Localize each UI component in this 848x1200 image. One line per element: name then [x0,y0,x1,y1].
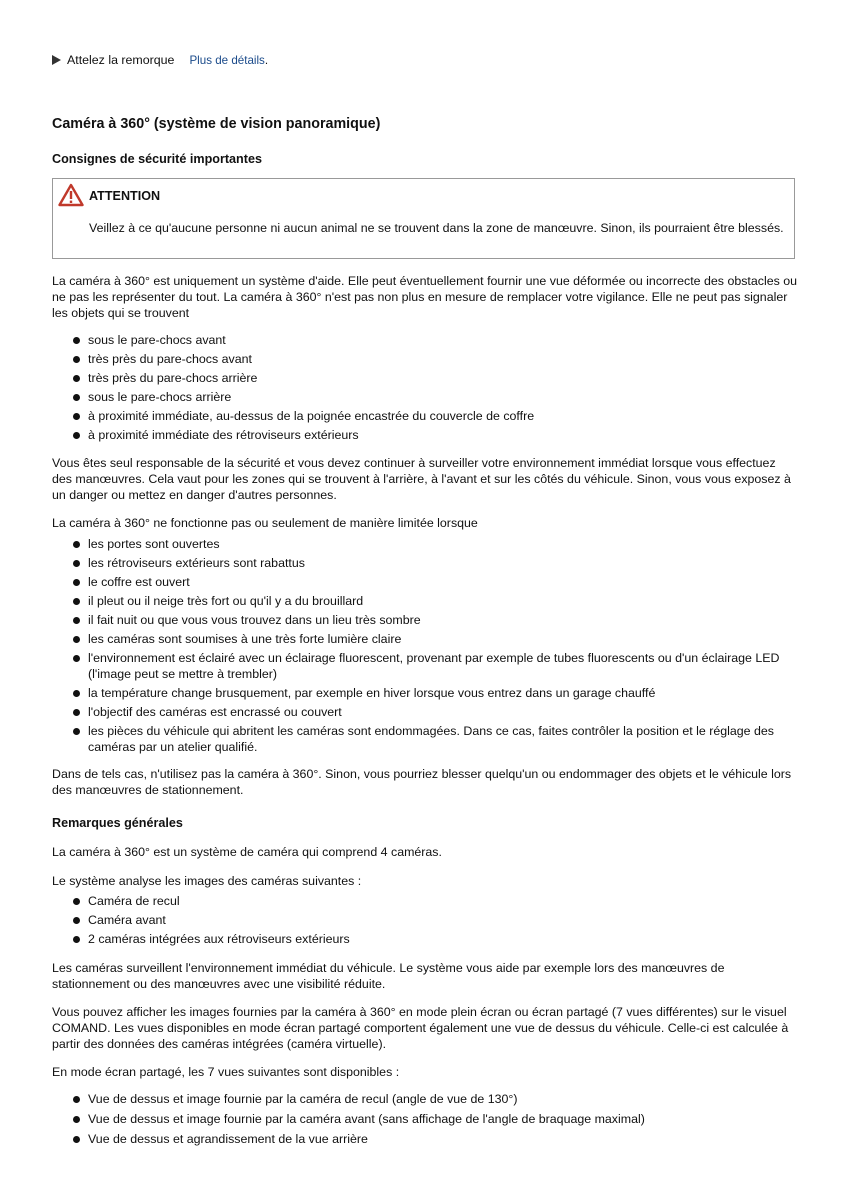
limited-list [52,536,797,755]
list-item: Caméra avant [52,912,797,928]
list-item: l'environnement est éclairé avec un éclairage fluorescent, provenant par exemple de tubes fluorescents ou d'un éclairage LED (l'image peut se mettre à trembler) [52,650,788,682]
arrow-right-icon [52,55,61,65]
list-item: l'objectif des caméras est encrassé ou couvert [52,704,797,720]
objects-list [52,332,797,446]
list-item: les rétroviseurs extérieurs sont rabattus [52,555,797,571]
safety-heading: Consignes de sécurité importantes [52,152,262,166]
views-list [52,1091,797,1147]
warning-title: ATTENTION [89,189,161,203]
list-item: très près du pare-chocs avant [52,351,797,370]
list-item: à proximité immédiate, au-dessus de la poignée encastrée du couvercle de coffre [52,408,797,427]
list-item: sous le pare-chocs avant [52,332,797,351]
list-item: les portes sont ouvertes [52,536,797,552]
page-title: Caméra à 360° (système de vision panoramique) [52,116,381,132]
cameras-list [52,893,797,947]
list-item: les pièces du véhicule qui abritent les caméras sont endommagées. Dans ce cas, faites contrôler la position et le réglage des caméras par un atelier qualifié. [52,723,788,755]
list-item: Vue de dessus et image fournie par la caméra de recul (angle de vue de 130°) [52,1091,797,1107]
list-item: 2 caméras intégrées aux rétroviseurs extérieurs [52,931,797,947]
general-p5: En mode écran partagé, les 7 vues suivantes sont disponibles : [52,1065,400,1079]
nav-line [52,52,268,68]
list-item: la température change brusquement, par exemple en hiver lorsque vous entrez dans un garage chauffé [52,685,797,701]
list-item: le coffre est ouvert [52,574,797,590]
general-p3: Les caméras surveillent l'environnement immédiat du véhicule. Le système vous aide par exemple lors des manœuvres de stationnement ou des manœuvres avec une visibilité réduite. [52,961,725,991]
safety-intro: La caméra à 360° est uniquement un système d'aide. Elle peut éventuellement fournir une vue déformée ou incorrecte des obstacles ou ne pas les représenter du tout. La caméra à 360° n'est pas non plus en mesure de remplacer votre vigilance. Elle ne peut pas signaler les objets qui se trouvent [52,274,798,320]
general-p2: Le système analyse les images des caméras suivantes : [52,874,362,888]
warning-text: Veillez à ce qu'aucune personne ni aucun animal ne se trouvent dans la zone de manœuvre. Sinon, ils pourraient être blessés. [89,221,784,235]
general-heading: Remarques générales [52,816,183,830]
list-item: Vue de dessus et image fournie par la caméra avant (sans affichage de l'angle de braquage maximal) [52,1111,797,1127]
warning-box [52,178,795,259]
warning-triangle-icon [58,183,84,207]
list-item: Vue de dessus et agrandissement de la vue arrière [52,1131,797,1147]
more-details-link[interactable]: Plus de détails [189,53,265,67]
list-item: il pleut ou il neige très fort ou qu'il y a du brouillard [52,593,797,609]
conclusion-text: Dans de tels cas, n'utilisez pas la caméra à 360°. Sinon, vous pourriez blesser quelqu'un ou endommager des objets et le véhicule lors des manœuvres de stationnement. [52,767,792,797]
general-p1: La caméra à 360° est un système de caméra qui comprend 4 caméras. [52,845,442,859]
list-item: Caméra de recul [52,893,797,909]
list-item: très près du pare-chocs arrière [52,370,797,389]
list-item: les caméras sont soumises à une très forte lumière claire [52,631,797,647]
limited-intro: La caméra à 360° ne fonctionne pas ou seulement de manière limitée lorsque [52,516,478,530]
link-suffix: . [264,53,269,67]
list-item: il fait nuit ou que vous vous trouvez dans un lieu très sombre [52,612,797,628]
general-p4: Vous pouvez afficher les images fournies par la caméra à 360° en mode plein écran ou écran partagé (7 vues différentes) sur le visuel COMAND. Les vues disponibles en mode écran partagé comportent également une vue de dessus du véhicule. Celle-ci est calculée à partir des données des caméras intégrées (caméra virtuelle). [52,1005,789,1051]
list-item: à proximité immédiate des rétroviseurs extérieurs [52,427,797,446]
step-label: Attelez la remorque [67,53,175,67]
responsibility-text: Vous êtes seul responsable de la sécurité et vous devez continuer à surveiller votre environnement immédiat lorsque vous effectuez des manœuvres. Cela vaut pour les zones qui se trouvent à l'arrière, à l'avant et sur les côtés du véhicule. Sinon, vous vous exposez à un danger ou mettez en danger d'autres personnes. [52,456,791,502]
list-item: sous le pare-chocs arrière [52,389,797,408]
